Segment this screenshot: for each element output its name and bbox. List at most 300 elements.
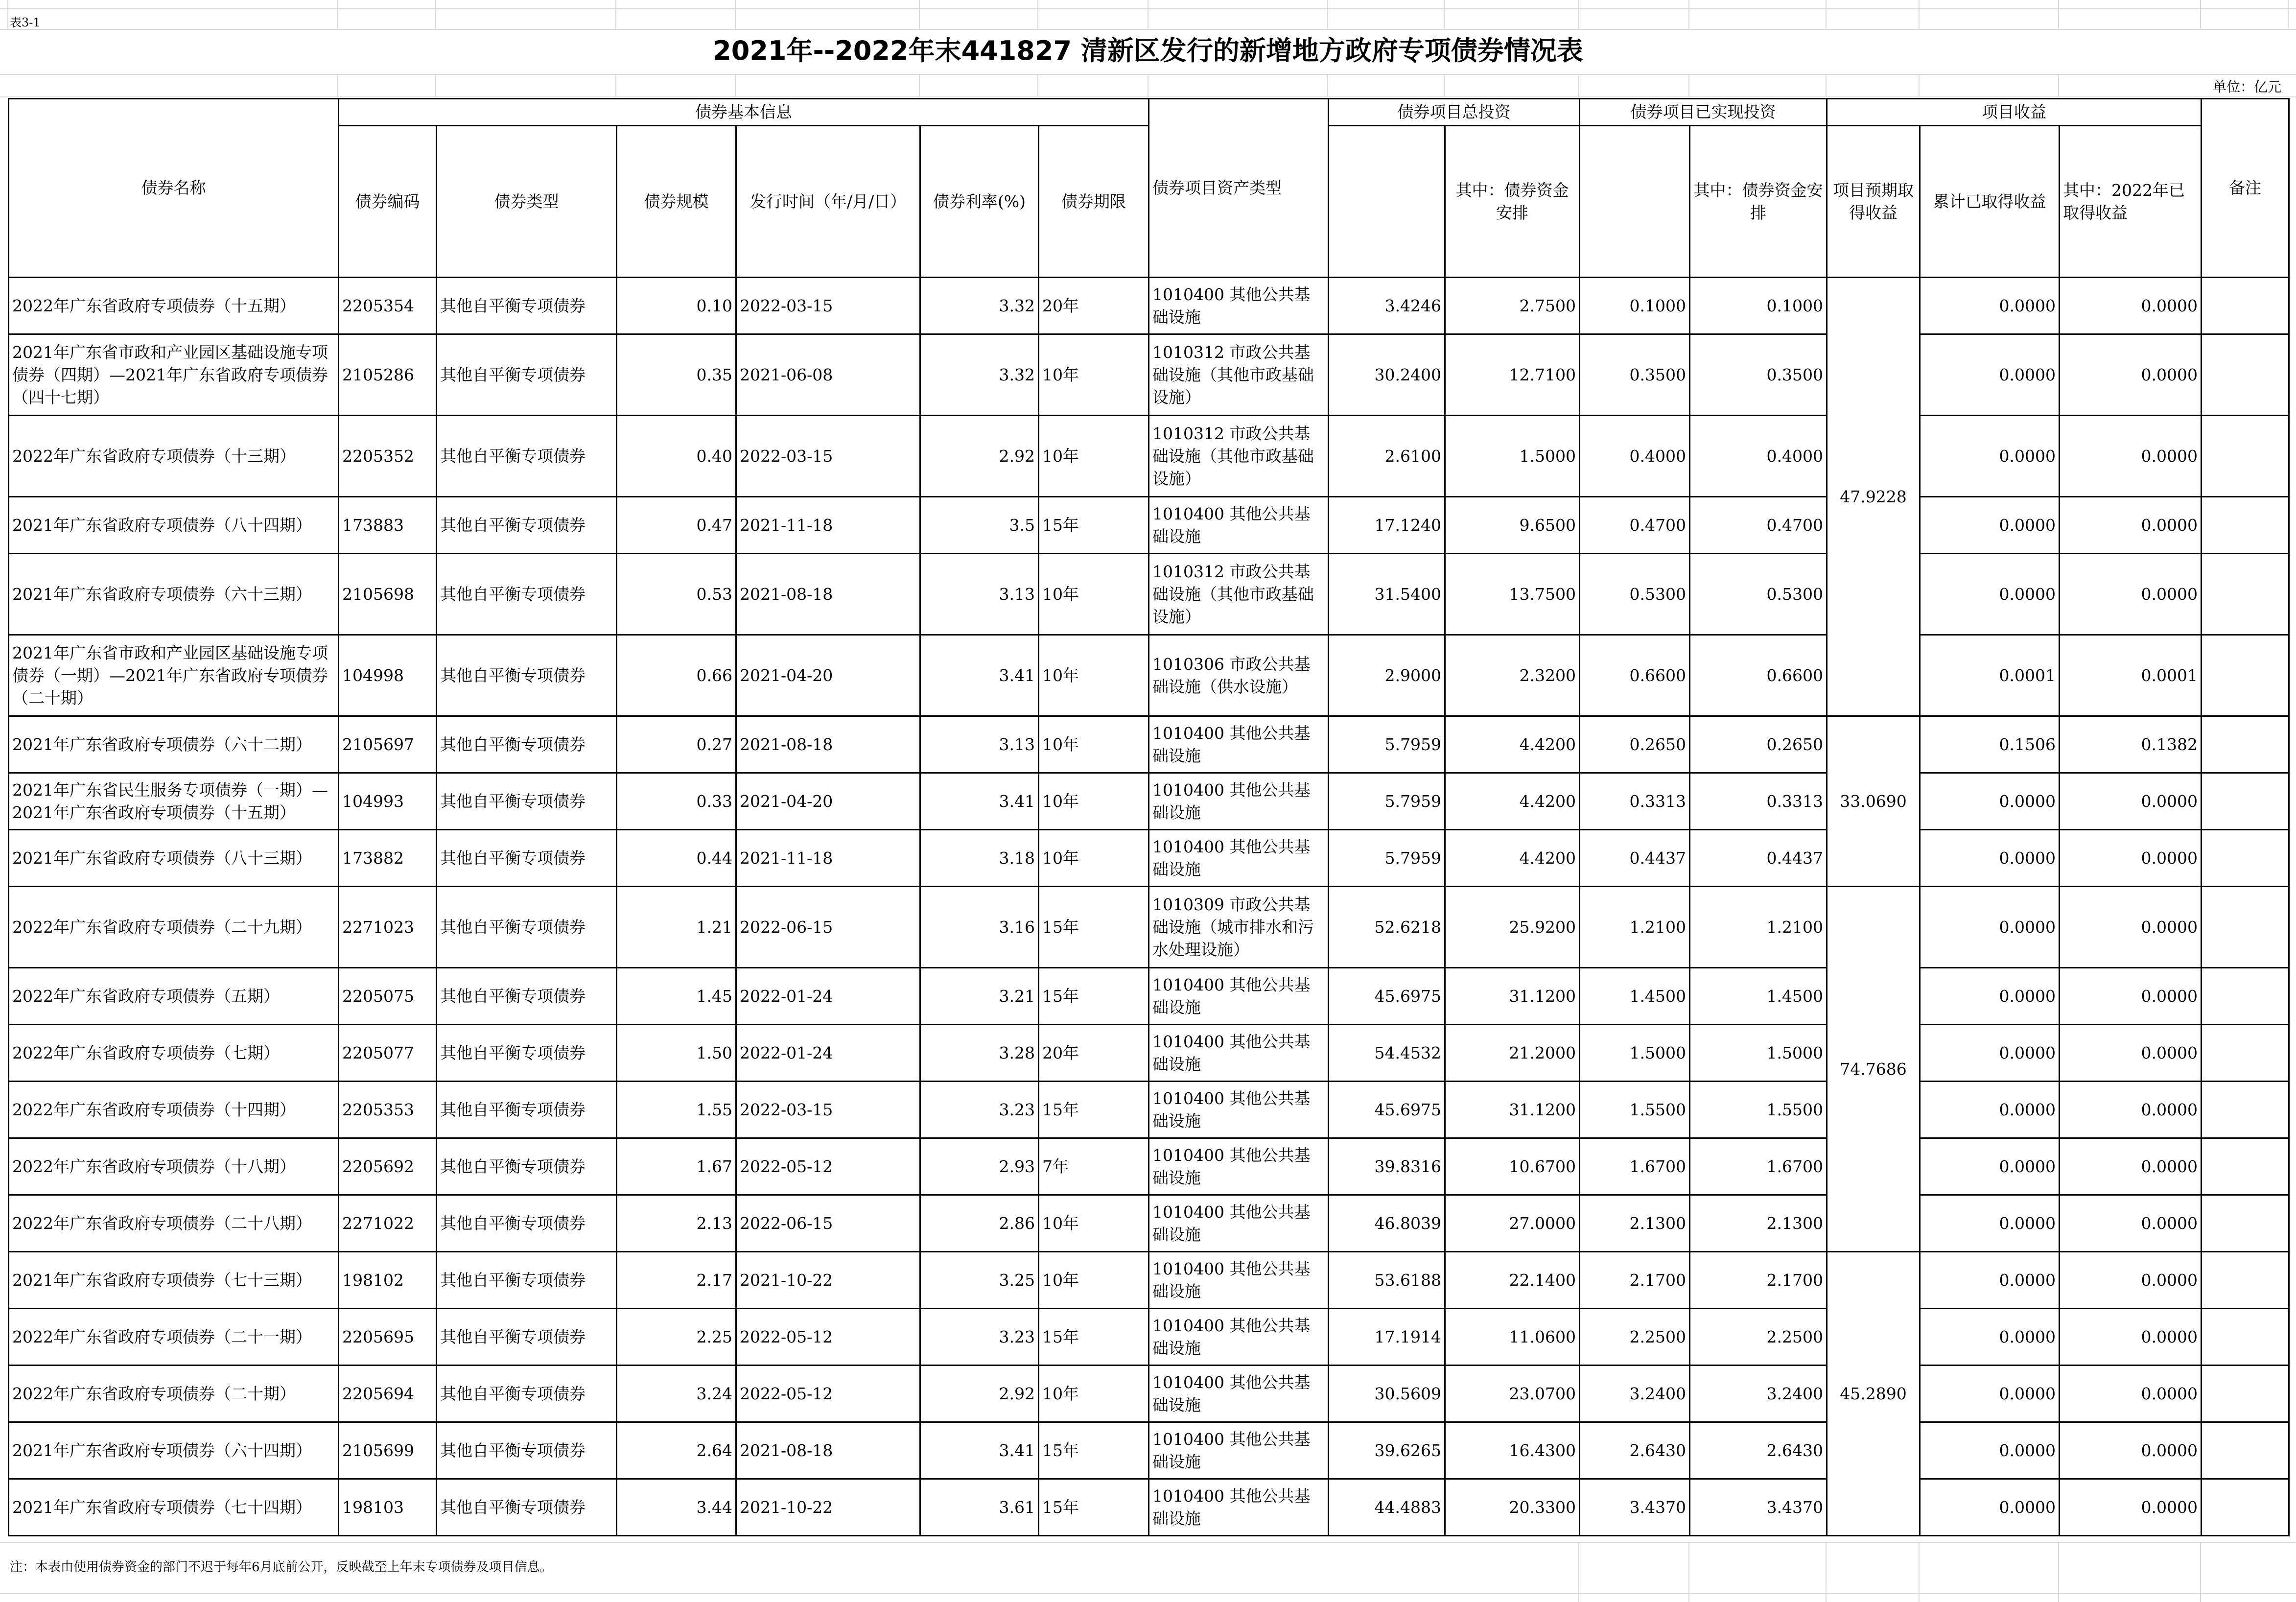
- asset-type-cell: 1010400 其他公共基础设施: [1149, 773, 1329, 830]
- header-asset-type: 债券项目资产类型: [1149, 99, 1329, 278]
- rate-cell: 3.16: [920, 887, 1039, 968]
- issue-date-cell: 2021-04-20: [736, 773, 920, 830]
- total-invest-cell: 5.7959: [1329, 773, 1445, 830]
- realized-invest-bond-cell: 2.6430: [1690, 1422, 1827, 1479]
- remark-cell: [2202, 968, 2289, 1025]
- realized-invest-bond-cell: 0.4000: [1690, 416, 1827, 497]
- table-row: [9, 887, 2289, 968]
- bond-name-cell: 2021年广东省政府专项债券（七十三期）: [9, 1252, 339, 1309]
- income-2022-cell: 0.0000: [2060, 1252, 2202, 1309]
- income-2022-cell: 0.0000: [2060, 968, 2202, 1025]
- realized-invest-bond-cell: 0.3313: [1690, 773, 1827, 830]
- bond-scale-cell: 2.17: [617, 1252, 736, 1309]
- income-2022-cell: 0.0001: [2060, 635, 2202, 716]
- rate-cell: 3.32: [920, 334, 1039, 416]
- total-invest-cell: 17.1914: [1329, 1309, 1445, 1366]
- issue-date-cell: 2021-08-18: [736, 554, 920, 635]
- table-row: [9, 1138, 2289, 1195]
- total-invest-bond-cell: 31.1200: [1445, 968, 1580, 1025]
- cumulative-income-cell: 0.0000: [1920, 1422, 2060, 1479]
- issue-date-cell: 2021-10-22: [736, 1479, 920, 1536]
- income-2022-cell: 0.0000: [2060, 1195, 2202, 1252]
- bond-type-cell: 其他自平衡专项债券: [437, 554, 617, 635]
- cumulative-income-cell: 0.0000: [1920, 887, 2060, 968]
- remark-cell: [2202, 554, 2289, 635]
- bond-name-cell: 2021年广东省政府专项债券（六十二期）: [9, 716, 339, 773]
- bond-scale-cell: 0.47: [617, 497, 736, 554]
- remark-cell: [2202, 416, 2289, 497]
- total-invest-bond-cell: 11.0600: [1445, 1309, 1580, 1366]
- total-invest-bond-cell: 20.3300: [1445, 1479, 1580, 1536]
- total-invest-cell: 5.7959: [1329, 830, 1445, 887]
- issue-date-cell: 2022-06-15: [736, 887, 920, 968]
- table-row: [9, 497, 2289, 554]
- total-invest-bond-cell: 25.9200: [1445, 887, 1580, 968]
- bond-code-cell: 2105699: [339, 1422, 437, 1479]
- table-row: [9, 1366, 2289, 1422]
- realized-invest-bond-cell: 1.6700: [1690, 1138, 1827, 1195]
- bond-scale-cell: 2.13: [617, 1195, 736, 1252]
- total-invest-bond-cell: 23.0700: [1445, 1366, 1580, 1422]
- header-bond-type: 债券类型: [437, 126, 617, 278]
- realized-invest-cell: 3.2400: [1580, 1366, 1690, 1422]
- realized-invest-bond-cell: 0.3500: [1690, 334, 1827, 416]
- bond-code-cell: 2205075: [339, 968, 437, 1025]
- remark-cell: [2202, 1195, 2289, 1252]
- issue-date-cell: 2021-04-20: [736, 635, 920, 716]
- bond-type-cell: 其他自平衡专项债券: [437, 1422, 617, 1479]
- cumulative-income-cell: 0.0000: [1920, 416, 2060, 497]
- bond-scale-cell: 0.10: [617, 278, 736, 334]
- issue-date-cell: 2022-05-12: [736, 1366, 920, 1422]
- remark-cell: [2202, 887, 2289, 968]
- realized-invest-bond-cell: 0.5300: [1690, 554, 1827, 635]
- realized-invest-cell: 2.1300: [1580, 1195, 1690, 1252]
- table-row: [9, 830, 2289, 887]
- remark-cell: [2202, 1025, 2289, 1082]
- remark-cell: [2202, 1082, 2289, 1138]
- remark-cell: [2202, 716, 2289, 773]
- header-realized-invest: [1580, 126, 1690, 278]
- bond-name-cell: 2022年广东省政府专项债券（五期）: [9, 968, 339, 1025]
- rate-cell: 3.41: [920, 635, 1039, 716]
- cumulative-income-cell: 0.0000: [1920, 1366, 2060, 1422]
- term-cell: 10年: [1039, 716, 1149, 773]
- rate-cell: 3.13: [920, 554, 1039, 635]
- header-issue-date: 发行时间（年/月/日）: [736, 126, 920, 278]
- table-row: [9, 1309, 2289, 1366]
- header-term: 债券期限: [1039, 126, 1149, 278]
- total-invest-bond-cell: 13.7500: [1445, 554, 1580, 635]
- rate-cell: 3.23: [920, 1309, 1039, 1366]
- term-cell: 10年: [1039, 635, 1149, 716]
- rate-cell: 3.28: [920, 1025, 1039, 1082]
- asset-type-cell: 1010400 其他公共基础设施: [1149, 1422, 1329, 1479]
- total-invest-bond-cell: 4.4200: [1445, 773, 1580, 830]
- bond-type-cell: 其他自平衡专项债券: [437, 1479, 617, 1536]
- header-income-2022: 其中：2022年已取得收益: [2060, 126, 2202, 278]
- total-invest-cell: 54.4532: [1329, 1025, 1445, 1082]
- realized-invest-bond-cell: 0.6600: [1690, 635, 1827, 716]
- issue-date-cell: 2021-11-18: [736, 830, 920, 887]
- asset-type-cell: 1010400 其他公共基础设施: [1149, 830, 1329, 887]
- bond-scale-cell: 3.24: [617, 1366, 736, 1422]
- bond-code-cell: 173882: [339, 830, 437, 887]
- table-row: [9, 1479, 2289, 1536]
- realized-invest-cell: 2.6430: [1580, 1422, 1690, 1479]
- bond-code-cell: 2205077: [339, 1025, 437, 1082]
- realized-invest-cell: 0.4000: [1580, 416, 1690, 497]
- bond-name-cell: 2021年广东省政府专项债券（七十四期）: [9, 1479, 339, 1536]
- remark-cell: [2202, 1479, 2289, 1536]
- rate-cell: 2.92: [920, 416, 1039, 497]
- cumulative-income-cell: 0.0000: [1920, 1252, 2060, 1309]
- bond-type-cell: 其他自平衡专项债券: [437, 773, 617, 830]
- bond-type-cell: 其他自平衡专项债券: [437, 1025, 617, 1082]
- bond-scale-cell: 2.64: [617, 1422, 736, 1479]
- realized-invest-bond-cell: 0.4437: [1690, 830, 1827, 887]
- cumulative-income-cell: 0.0000: [1920, 1138, 2060, 1195]
- rate-cell: 3.21: [920, 968, 1039, 1025]
- total-invest-bond-cell: 2.3200: [1445, 635, 1580, 716]
- cumulative-income-cell: 0.0000: [1920, 1195, 2060, 1252]
- realized-invest-cell: 0.2650: [1580, 716, 1690, 773]
- bond-code-cell: 2205695: [339, 1309, 437, 1366]
- bond-type-cell: 其他自平衡专项债券: [437, 1082, 617, 1138]
- issue-date-cell: 2022-01-24: [736, 1025, 920, 1082]
- bond-name-cell: 2021年广东省市政和产业园区基础设施专项债券（一期）—2021年广东省政府专项债券（二十期）: [9, 635, 339, 716]
- bond-code-cell: 2205352: [339, 416, 437, 497]
- bond-type-cell: 其他自平衡专项债券: [437, 1252, 617, 1309]
- rate-cell: 3.13: [920, 716, 1039, 773]
- realized-invest-cell: 0.6600: [1580, 635, 1690, 716]
- remark-cell: [2202, 1138, 2289, 1195]
- total-invest-cell: 2.9000: [1329, 635, 1445, 716]
- income-2022-cell: 0.0000: [2060, 830, 2202, 887]
- rate-cell: 3.23: [920, 1082, 1039, 1138]
- asset-type-cell: 1010400 其他公共基础设施: [1149, 1252, 1329, 1309]
- asset-type-cell: 1010312 市政公共基础设施（其他市政基础设施）: [1149, 334, 1329, 416]
- term-cell: 15年: [1039, 1479, 1149, 1536]
- rate-cell: 3.61: [920, 1479, 1039, 1536]
- bond-name-cell: 2022年广东省政府专项债券（二十八期）: [9, 1195, 339, 1252]
- bond-scale-cell: 0.35: [617, 334, 736, 416]
- total-invest-cell: 44.4883: [1329, 1479, 1445, 1536]
- remark-cell: [2202, 830, 2289, 887]
- income-2022-cell: 0.0000: [2060, 1422, 2202, 1479]
- bond-code-cell: 2205354: [339, 278, 437, 334]
- asset-type-cell: 1010400 其他公共基础设施: [1149, 1195, 1329, 1252]
- cumulative-income-cell: 0.0000: [1920, 1025, 2060, 1082]
- remark-cell: [2202, 497, 2289, 554]
- page-title: 2021年--2022年末441827 清新区发行的新增地方政府专项债券情况表: [713, 35, 1583, 66]
- table-row: [9, 416, 2289, 497]
- asset-type-cell: 1010312 市政公共基础设施（其他市政基础设施）: [1149, 416, 1329, 497]
- header-bond-scale: 债券规模: [617, 126, 736, 278]
- rate-cell: 3.18: [920, 830, 1039, 887]
- bond-name-cell: 2021年广东省政府专项债券（八十三期）: [9, 830, 339, 887]
- total-invest-cell: 53.6188: [1329, 1252, 1445, 1309]
- bond-scale-cell: 0.44: [617, 830, 736, 887]
- asset-type-cell: 1010400 其他公共基础设施: [1149, 497, 1329, 554]
- remark-cell: [2202, 1309, 2289, 1366]
- issue-date-cell: 2021-08-18: [736, 716, 920, 773]
- total-invest-bond-cell: 4.4200: [1445, 830, 1580, 887]
- remark-cell: [2202, 635, 2289, 716]
- header-group-total-invest: 债券项目总投资: [1329, 99, 1580, 126]
- bond-code-cell: 104998: [339, 635, 437, 716]
- term-cell: 20年: [1039, 278, 1149, 334]
- asset-type-cell: 1010312 市政公共基础设施（其他市政基础设施）: [1149, 554, 1329, 635]
- expected-income-cell: 45.2890: [1827, 1252, 1920, 1536]
- realized-invest-cell: 3.4370: [1580, 1479, 1690, 1536]
- term-cell: 10年: [1039, 554, 1149, 635]
- income-2022-cell: 0.0000: [2060, 1082, 2202, 1138]
- bond-name-cell: 2021年广东省政府专项债券（八十四期）: [9, 497, 339, 554]
- header-rate: 债券利率(%): [920, 126, 1039, 278]
- header-expected-income: 项目预期取得收益: [1827, 126, 1920, 278]
- total-invest-cell: 5.7959: [1329, 716, 1445, 773]
- header-group-basic: 债券基本信息: [339, 99, 1149, 126]
- term-cell: 10年: [1039, 1252, 1149, 1309]
- realized-invest-cell: 1.6700: [1580, 1138, 1690, 1195]
- bond-type-cell: 其他自平衡专项债券: [437, 1138, 617, 1195]
- table-label: 表3-1: [10, 16, 41, 29]
- asset-type-cell: 1010306 市政公共基础设施（供水设施）: [1149, 635, 1329, 716]
- total-invest-cell: 3.4246: [1329, 278, 1445, 334]
- income-2022-cell: 0.0000: [2060, 1479, 2202, 1536]
- term-cell: 10年: [1039, 1195, 1149, 1252]
- bond-scale-cell: 0.33: [617, 773, 736, 830]
- remark-cell: [2202, 1422, 2289, 1479]
- income-2022-cell: 0.0000: [2060, 1025, 2202, 1082]
- cumulative-income-cell: 0.0000: [1920, 968, 2060, 1025]
- term-cell: 15年: [1039, 1422, 1149, 1479]
- bond-scale-cell: 3.44: [617, 1479, 736, 1536]
- total-invest-bond-cell: 9.6500: [1445, 497, 1580, 554]
- cumulative-income-cell: 0.0000: [1920, 1479, 2060, 1536]
- table-row: [9, 1422, 2289, 1479]
- table-row: [9, 635, 2289, 716]
- total-invest-cell: 39.8316: [1329, 1138, 1445, 1195]
- bond-scale-cell: 1.67: [617, 1138, 736, 1195]
- bond-name-cell: 2022年广东省政府专项债券（二十一期）: [9, 1309, 339, 1366]
- bond-table: [8, 98, 2290, 1536]
- asset-type-cell: 1010400 其他公共基础设施: [1149, 1082, 1329, 1138]
- remark-cell: [2202, 773, 2289, 830]
- realized-invest-cell: 0.3313: [1580, 773, 1690, 830]
- bond-code-cell: 2205694: [339, 1366, 437, 1422]
- bond-type-cell: 其他自平衡专项债券: [437, 278, 617, 334]
- realized-invest-bond-cell: 0.4700: [1690, 497, 1827, 554]
- issue-date-cell: 2022-05-12: [736, 1309, 920, 1366]
- income-2022-cell: 0.0000: [2060, 1366, 2202, 1422]
- cumulative-income-cell: 0.0000: [1920, 334, 2060, 416]
- bond-code-cell: 2271023: [339, 887, 437, 968]
- total-invest-bond-cell: 10.6700: [1445, 1138, 1580, 1195]
- rate-cell: 2.86: [920, 1195, 1039, 1252]
- bond-name-cell: 2021年广东省政府专项债券（六十三期）: [9, 554, 339, 635]
- bond-code-cell: 198103: [339, 1479, 437, 1536]
- realized-invest-cell: 0.1000: [1580, 278, 1690, 334]
- income-2022-cell: 0.0000: [2060, 334, 2202, 416]
- term-cell: 15年: [1039, 497, 1149, 554]
- term-cell: 15年: [1039, 1309, 1149, 1366]
- bond-name-cell: 2022年广东省政府专项债券（十三期）: [9, 416, 339, 497]
- bond-scale-cell: 1.50: [617, 1025, 736, 1082]
- bond-name-cell: 2021年广东省民生服务专项债券（一期）—2021年广东省政府专项债券（十五期）: [9, 773, 339, 830]
- bond-scale-cell: 0.40: [617, 416, 736, 497]
- term-cell: 7年: [1039, 1138, 1149, 1195]
- realized-invest-bond-cell: 1.5500: [1690, 1082, 1827, 1138]
- asset-type-cell: 1010400 其他公共基础设施: [1149, 716, 1329, 773]
- table-row: [9, 1195, 2289, 1252]
- cumulative-income-cell: 0.0000: [1920, 554, 2060, 635]
- total-invest-bond-cell: 27.0000: [1445, 1195, 1580, 1252]
- remark-cell: [2202, 334, 2289, 416]
- bond-scale-cell: 2.25: [617, 1309, 736, 1366]
- header-group-realized-invest: 债券项目已实现投资: [1580, 99, 1827, 126]
- term-cell: 15年: [1039, 1082, 1149, 1138]
- table-row: [9, 1252, 2289, 1309]
- rate-cell: 3.5: [920, 497, 1039, 554]
- bond-name-cell: 2022年广东省政府专项债券（二十九期）: [9, 887, 339, 968]
- issue-date-cell: 2022-03-15: [736, 278, 920, 334]
- unit-label: 单位：亿元: [2212, 79, 2281, 95]
- asset-type-cell: 1010400 其他公共基础设施: [1149, 1309, 1329, 1366]
- table-body: [9, 278, 2289, 1536]
- realized-invest-bond-cell: 2.1700: [1690, 1252, 1827, 1309]
- header-row-group: [9, 99, 2289, 126]
- bond-code-cell: 2205692: [339, 1138, 437, 1195]
- bond-name-cell: 2022年广东省政府专项债券（二十期）: [9, 1366, 339, 1422]
- bond-scale-cell: 0.66: [617, 635, 736, 716]
- issue-date-cell: 2021-06-08: [736, 334, 920, 416]
- bond-name-cell: 2021年广东省市政和产业园区基础设施专项债券（四期）—2021年广东省政府专项债券（四十七期）: [9, 334, 339, 416]
- total-invest-cell: 39.6265: [1329, 1422, 1445, 1479]
- realized-invest-cell: 1.4500: [1580, 968, 1690, 1025]
- realized-invest-bond-cell: 3.2400: [1690, 1366, 1827, 1422]
- total-invest-cell: 52.6218: [1329, 887, 1445, 968]
- header-bond-code: 债券编码: [339, 126, 437, 278]
- remark-cell: [2202, 1366, 2289, 1422]
- term-cell: 15年: [1039, 887, 1149, 968]
- bond-type-cell: 其他自平衡专项债券: [437, 1366, 617, 1422]
- bond-code-cell: 173883: [339, 497, 437, 554]
- total-invest-cell: 31.5400: [1329, 554, 1445, 635]
- bond-type-cell: 其他自平衡专项债券: [437, 968, 617, 1025]
- cumulative-income-cell: 0.0000: [1920, 497, 2060, 554]
- realized-invest-bond-cell: 2.1300: [1690, 1195, 1827, 1252]
- realized-invest-bond-cell: 0.1000: [1690, 278, 1827, 334]
- asset-type-cell: 1010400 其他公共基础设施: [1149, 1366, 1329, 1422]
- realized-invest-cell: 1.5000: [1580, 1025, 1690, 1082]
- expected-income-cell: 47.9228: [1827, 278, 1920, 716]
- bond-scale-cell: 1.45: [617, 968, 736, 1025]
- term-cell: 20年: [1039, 1025, 1149, 1082]
- table-row: [9, 968, 2289, 1025]
- total-invest-bond-cell: 22.1400: [1445, 1252, 1580, 1309]
- bond-code-cell: 2205353: [339, 1082, 437, 1138]
- total-invest-bond-cell: 1.5000: [1445, 416, 1580, 497]
- realized-invest-cell: 0.3500: [1580, 334, 1690, 416]
- bond-scale-cell: 1.55: [617, 1082, 736, 1138]
- income-2022-cell: 0.1382: [2060, 716, 2202, 773]
- header-remark: 备注: [2202, 99, 2289, 278]
- asset-type-cell: 1010400 其他公共基础设施: [1149, 1479, 1329, 1536]
- term-cell: 15年: [1039, 968, 1149, 1025]
- table-row: [9, 716, 2289, 773]
- bond-type-cell: 其他自平衡专项债券: [437, 1309, 617, 1366]
- income-2022-cell: 0.0000: [2060, 497, 2202, 554]
- issue-date-cell: 2022-06-15: [736, 1195, 920, 1252]
- table-row: [9, 278, 2289, 334]
- asset-type-cell: 1010400 其他公共基础设施: [1149, 968, 1329, 1025]
- realized-invest-cell: 0.4437: [1580, 830, 1690, 887]
- income-2022-cell: 0.0000: [2060, 554, 2202, 635]
- total-invest-cell: 30.5609: [1329, 1366, 1445, 1422]
- table-row: [9, 1082, 2289, 1138]
- realized-invest-cell: 1.2100: [1580, 887, 1690, 968]
- term-cell: 10年: [1039, 416, 1149, 497]
- issue-date-cell: 2022-05-12: [736, 1138, 920, 1195]
- realized-invest-cell: 2.1700: [1580, 1252, 1690, 1309]
- bond-scale-cell: 1.21: [617, 887, 736, 968]
- realized-invest-cell: 0.4700: [1580, 497, 1690, 554]
- issue-date-cell: 2021-10-22: [736, 1252, 920, 1309]
- realized-invest-bond-cell: 1.2100: [1690, 887, 1827, 968]
- bond-type-cell: 其他自平衡专项债券: [437, 1195, 617, 1252]
- realized-invest-cell: 0.5300: [1580, 554, 1690, 635]
- realized-invest-bond-cell: 3.4370: [1690, 1479, 1827, 1536]
- bond-type-cell: 其他自平衡专项债券: [437, 635, 617, 716]
- rate-cell: 3.41: [920, 773, 1039, 830]
- bond-code-cell: 104993: [339, 773, 437, 830]
- bond-type-cell: 其他自平衡专项债券: [437, 497, 617, 554]
- total-invest-bond-cell: 12.7100: [1445, 334, 1580, 416]
- cumulative-income-cell: 0.0000: [1920, 1082, 2060, 1138]
- realized-invest-bond-cell: 0.2650: [1690, 716, 1827, 773]
- footnote: 注：本表由使用债券资金的部门不迟于每年6月底前公开，反映截至上年末专项债券及项目信息。: [10, 1560, 553, 1575]
- asset-type-cell: 1010400 其他公共基础设施: [1149, 278, 1329, 334]
- bond-code-cell: 2105697: [339, 716, 437, 773]
- realized-invest-cell: 2.2500: [1580, 1309, 1690, 1366]
- bond-scale-cell: 0.53: [617, 554, 736, 635]
- header-realized-invest-bond: 其中：债券资金安排: [1690, 126, 1827, 278]
- cumulative-income-cell: 0.1506: [1920, 716, 2060, 773]
- cumulative-income-cell: 0.0000: [1920, 773, 2060, 830]
- total-invest-cell: 45.6975: [1329, 968, 1445, 1025]
- table-row: [9, 1025, 2289, 1082]
- issue-date-cell: 2022-03-15: [736, 416, 920, 497]
- total-invest-bond-cell: 21.2000: [1445, 1025, 1580, 1082]
- income-2022-cell: 0.0000: [2060, 1309, 2202, 1366]
- remark-cell: [2202, 278, 2289, 334]
- total-invest-cell: 2.6100: [1329, 416, 1445, 497]
- cumulative-income-cell: 0.0000: [1920, 278, 2060, 334]
- bond-scale-cell: 0.27: [617, 716, 736, 773]
- header-cumulative-income: 累计已取得收益: [1920, 126, 2060, 278]
- cumulative-income-cell: 0.0000: [1920, 1309, 2060, 1366]
- bond-type-cell: 其他自平衡专项债券: [437, 716, 617, 773]
- bond-type-cell: 其他自平衡专项债券: [437, 830, 617, 887]
- expected-income-cell: 33.0690: [1827, 716, 1920, 887]
- bond-type-cell: 其他自平衡专项债券: [437, 416, 617, 497]
- issue-date-cell: 2021-08-18: [736, 1422, 920, 1479]
- total-invest-cell: 45.6975: [1329, 1082, 1445, 1138]
- issue-date-cell: 2022-03-15: [736, 1082, 920, 1138]
- income-2022-cell: 0.0000: [2060, 1138, 2202, 1195]
